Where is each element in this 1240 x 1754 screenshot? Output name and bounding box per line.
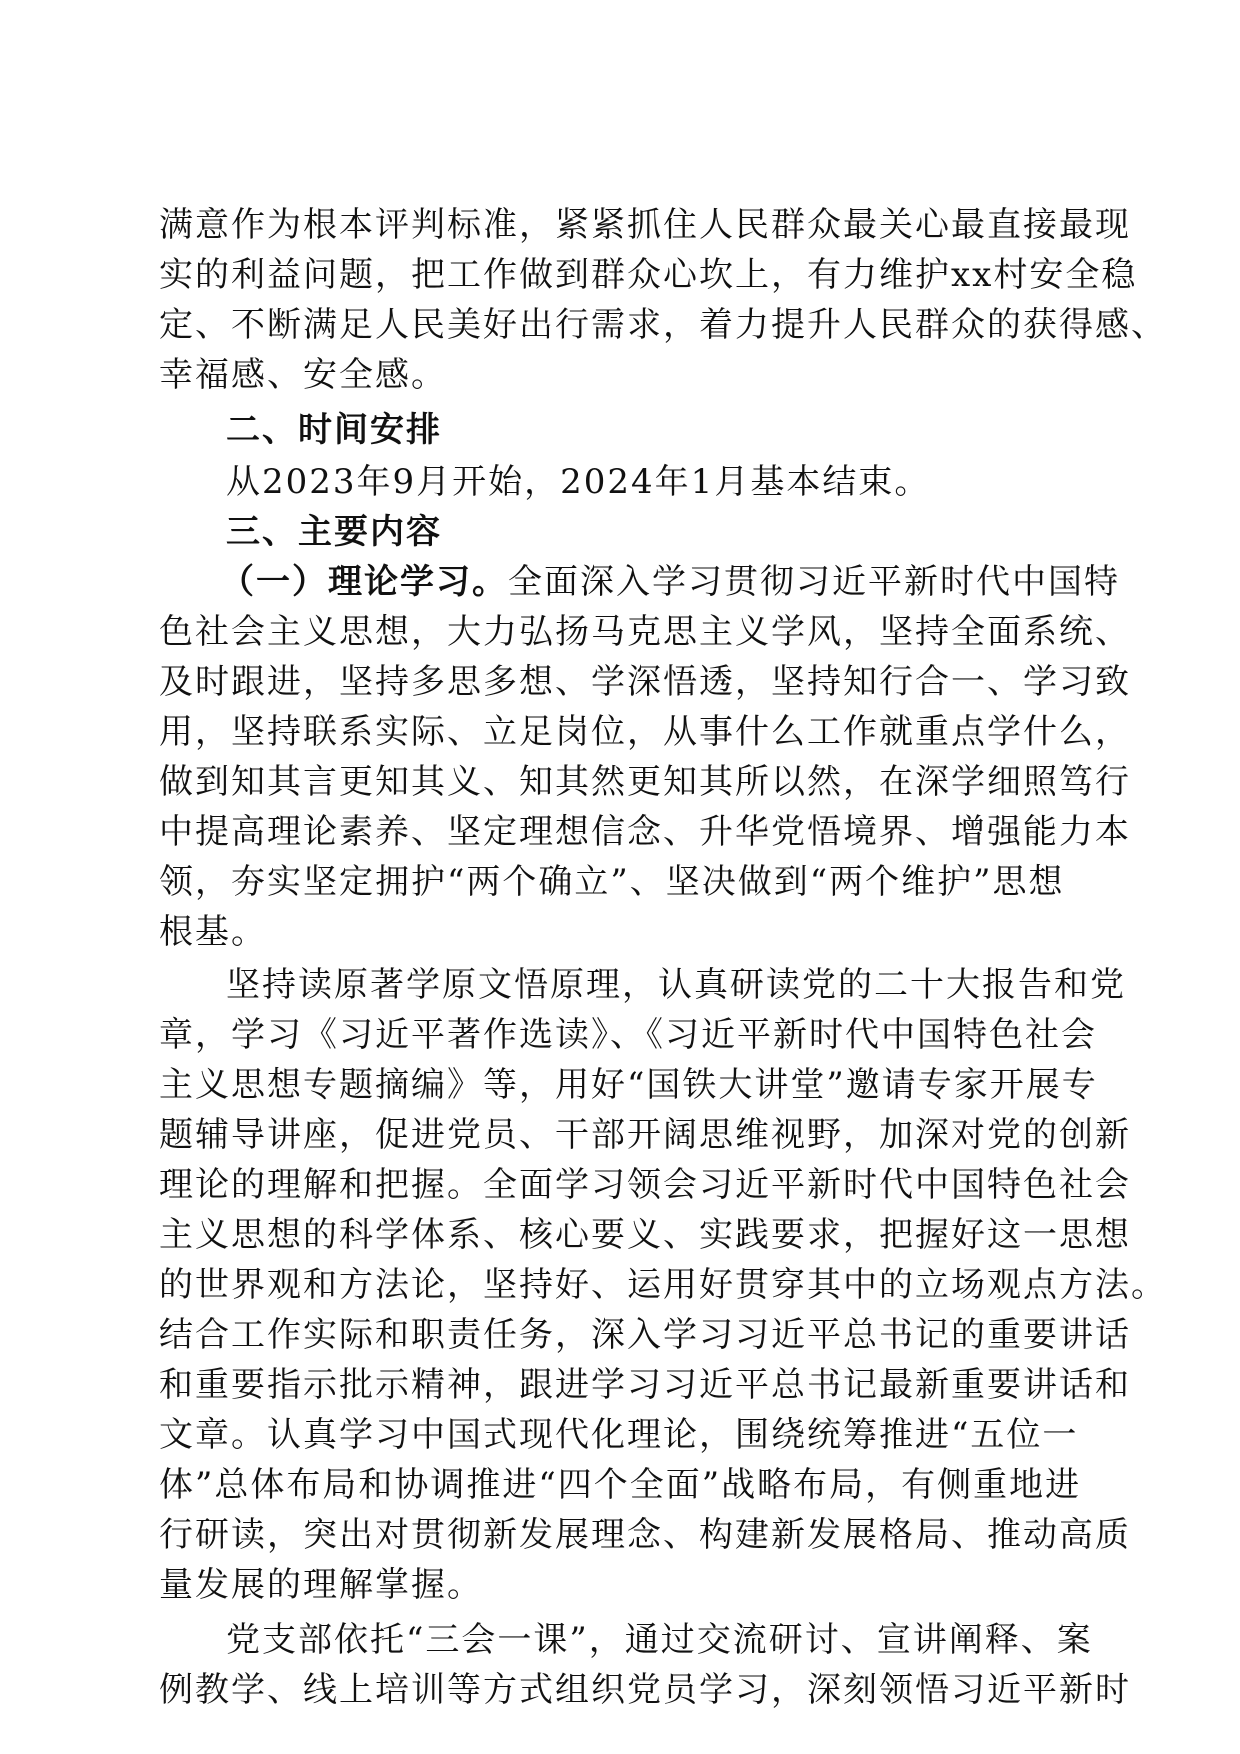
section1-line-3: 及时跟进，坚持多思多想、学深悟透，坚持知行合一、学习致 — [159, 662, 1131, 702]
para2-line-6: 主义思想的科学体系、核心要义、实践要求，把握好这一思想 — [159, 1215, 1131, 1255]
intro-line-4: 幸福感、安全感。 — [159, 355, 447, 395]
para3-line-2: 例教学、线上培训等方式组织党员学习，深刻领悟习近平新时 — [159, 1670, 1131, 1710]
para2-line-13: 量发展的理解掌握。 — [159, 1565, 483, 1605]
para2-line-12: 行研读，突出对贯彻新发展理念、构建新发展格局、推动高质 — [159, 1515, 1131, 1555]
para2-line-5: 理论的理解和把握。全面学习领会习近平新时代中国特色社会 — [159, 1165, 1131, 1205]
para2-line-2: 章，学习《习近平著作选读》、《习近平新时代中国特色社会 — [159, 1015, 1097, 1055]
section1-line-4: 用，坚持联系实际、立足岗位，从事什么工作就重点学什么， — [159, 712, 1131, 752]
para2-line-9: 和重要指示批示精神，跟进学习习近平总书记最新重要讲话和 — [159, 1365, 1131, 1405]
para2-line-7: 的世界观和方法论，坚持好、运用好贯穿其中的立场观点方法。 — [159, 1265, 1167, 1305]
section1-first-line — [220, 557, 1120, 607]
para2-line-1: 坚持读原著学原文悟原理，认真研读党的二十大报告和党 — [226, 965, 1126, 1005]
section1-line-1: 全面深入学习贯彻习近平新时代中国特 — [508, 562, 1120, 602]
section1-line-6: 中提高理论素养、坚定理想信念、升华党悟境界、增强能力本 — [159, 812, 1131, 852]
intro-line-1: 满意作为根本评判标准，紧紧抓住人民群众最关心最直接最现 — [159, 205, 1131, 245]
para2-line-8: 结合工作实际和职责任务，深入学习习近平总书记的重要讲话 — [159, 1315, 1131, 1355]
section1-line-8: 根基。 — [159, 912, 267, 952]
para2-line-3: 主义思想专题摘编》等，用好“国铁大讲堂”邀请专家开展专 — [159, 1065, 1098, 1105]
time-schedule-text: 从2023年9月开始，2024年1月基本结束。 — [226, 462, 931, 502]
section1-line-2: 色社会主义思想，大力弘扬马克思主义学风，坚持全面系统、 — [159, 612, 1131, 652]
heading-main-content: 三、主要内容 — [226, 512, 442, 552]
section1-line-5: 做到知其言更知其义、知其然更知其所以然，在深学细照笃行 — [159, 762, 1131, 802]
section1-line-7: 领，夯实坚定拥护“两个确立”、坚决做到“两个维护”思想 — [159, 862, 1065, 902]
para2-line-4: 题辅导讲座，促进党员、干部开阔思维视野，加深对党的创新 — [159, 1115, 1131, 1155]
para2-line-11: 体”总体布局和协调推进“四个全面”战略布局，有侧重地进 — [159, 1465, 1082, 1505]
heading-time-schedule: 二、时间安排 — [226, 410, 442, 450]
section1-title: （一）理论学习。 — [220, 562, 508, 602]
intro-line-3: 定、不断满足人民美好出行需求，着力提升人民群众的获得感、 — [159, 305, 1167, 345]
intro-line-2: 实的利益问题，把工作做到群众心坎上，有力维护xx村安全稳 — [159, 255, 1138, 295]
para3-line-1: 党支部依托“三会一课”，通过交流研讨、宣讲阐释、案 — [226, 1620, 1093, 1660]
para2-line-10: 文章。认真学习中国式现代化理论，围绕统筹推进“五位一 — [159, 1415, 1079, 1455]
